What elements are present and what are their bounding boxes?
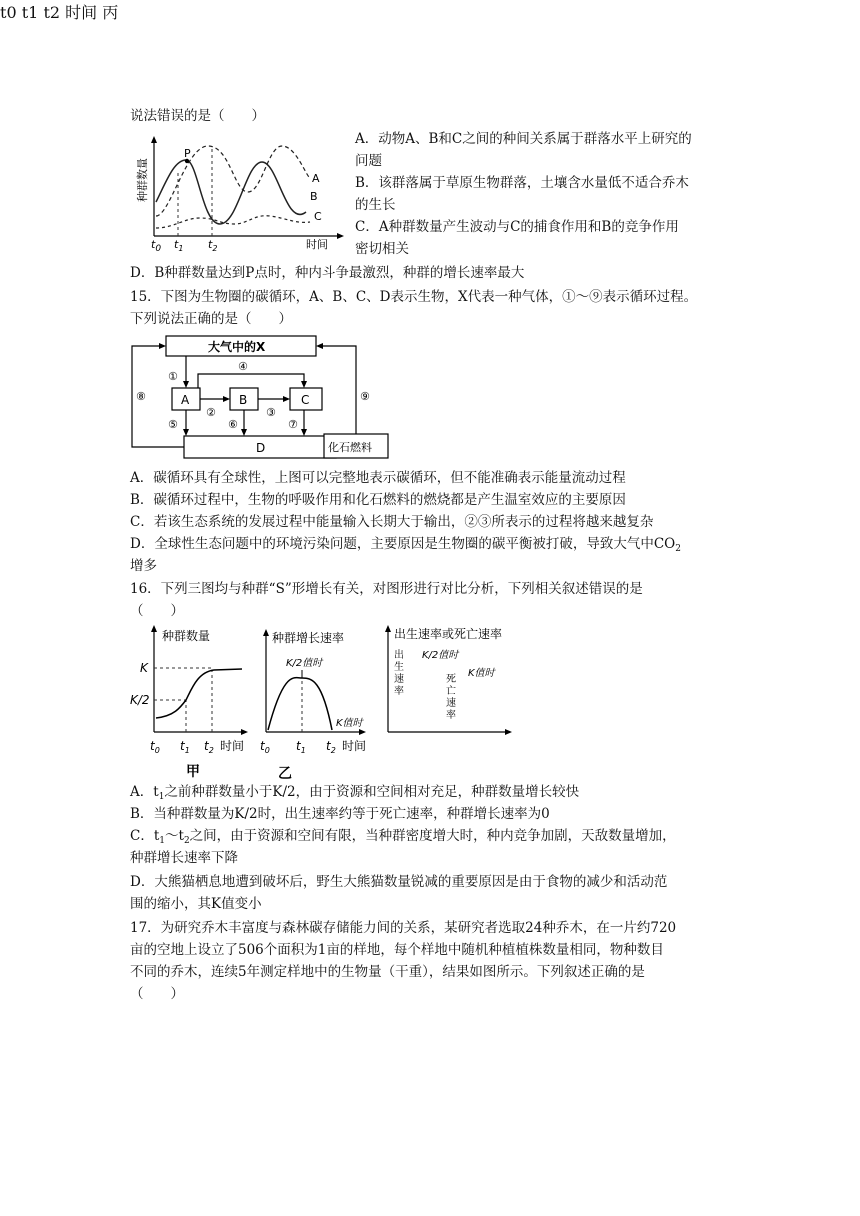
q16-jia-caption: 甲 <box>186 764 200 780</box>
q14-option-a-line2: 问题 <box>355 153 382 169</box>
q14-tick-t0: $t_0$ <box>151 238 162 252</box>
q16-bing-ylabel: 出生速率或死亡速率 <box>394 627 503 641</box>
q14-option-b-line1: B．该群落属于草原生物群落，土壤含水量低不适合乔木 <box>355 175 689 191</box>
q14-curve-a <box>156 146 310 216</box>
q15-option-d-line1: D．全球性生态问题中的环境污染问题，主要原因是生物圈的碳平衡被打破，导致大气中$CO_2$ <box>130 536 681 554</box>
q15-option-c: C．若该生态系统的发展过程中能量输入长期大于输出，②③所表示的过程将越来越复杂 <box>130 514 654 530</box>
q15-step-6: ⑥ <box>228 418 238 431</box>
q15-option-d-line2: 增多 <box>130 558 157 574</box>
q14-tick-t1: $t_1$ <box>174 238 184 252</box>
q14-option-c-line2: 密切相关 <box>355 241 409 257</box>
q15-step-2: ② <box>206 406 216 419</box>
q14-tick-t2: $t_2$ <box>208 238 218 252</box>
q15-carbon-cycle-diagram <box>128 330 398 460</box>
q15-node-d: D <box>256 441 266 455</box>
q16-three-graphs <box>126 620 536 780</box>
q15-step-3: ③ <box>266 406 276 419</box>
q16-bing-death-label: 死亡速率 <box>446 674 456 721</box>
q15-node-b: B <box>239 393 248 407</box>
q15-option-a: A．碳循环具有全球性，上图可以完整地表示碳循环，但不能准确表示能量流动过程 <box>130 470 626 486</box>
q14-label-b: B <box>310 190 318 203</box>
q16-yi-t2: $t_2$ <box>326 739 336 755</box>
q15-stem-line2: 下列说法正确的是（ ） <box>130 311 292 327</box>
q16-option-c-line1: C．$t_1\sim t_2$之间，由于资源和空间有限，当种群密度增大时，种内竞争加剧，天敌数量增加， <box>130 828 676 846</box>
q14-label-p: P <box>184 147 191 160</box>
q15-step-4: ④ <box>238 360 248 373</box>
q16-jia-xlabel: 时间 <box>220 739 245 753</box>
q16-yi-rate-curve <box>268 678 332 730</box>
q15-atmosphere-x: 大气中的X <box>208 340 266 354</box>
q14-label-a: A <box>312 172 320 185</box>
q16-yi-caption: 乙 <box>278 766 292 780</box>
q14-stem-tail: 说法错误的是（ ） <box>130 108 265 124</box>
q14-option-a-line1: A．动物A、B和C之间的种间关系属于群落水平上研究的 <box>355 131 692 147</box>
q15-step-8: ⑧ <box>136 390 146 403</box>
q16-jia-t1: $t_1$ <box>180 739 190 755</box>
q16-jia-k: K <box>140 661 148 675</box>
q16-bing-t0: t0 <box>0 3 17 22</box>
q15-node-a: A <box>181 393 190 407</box>
q14-population-graph <box>130 132 350 252</box>
q16-yi-xlabel: 时间 <box>342 739 367 753</box>
q14-option-d: D．B种群数量达到P点时，种内斗争最激烈，种群的增长速率最大 <box>130 265 525 281</box>
q14-option-c-line1: C．A种群数量产生波动与C的捕食作用和B的竞争作用 <box>355 219 679 235</box>
q15-node-c: C <box>301 393 310 407</box>
q16-jia-ylabel: 种群数量 <box>162 629 211 643</box>
q16-yi-ylabel: 种群增长速率 <box>272 631 345 645</box>
q14-ylabel: 种群数量 <box>136 158 149 202</box>
q16-bing-t1: t1 <box>21 3 39 22</box>
q16-bing-xlabel: 时间 <box>65 3 98 22</box>
q16-yi-t0: $t_0$ <box>260 739 270 755</box>
q16-option-d-line1: D．大熊猫栖息地遭到破坏后，野生大熊猫数量锐减的重要原因是由于食物的减少和活动范 <box>130 874 668 890</box>
q14-xlabel: 时间 <box>306 238 328 251</box>
q15-fossil-fuel: 化石燃料 <box>328 441 372 454</box>
q15-step-1: ① <box>168 370 178 383</box>
q15-step-7: ⑦ <box>288 418 298 431</box>
q16-option-d-line2: 围的缩小，其K值变小 <box>130 896 262 912</box>
q16-yi-peak: K/2值时 <box>286 658 323 669</box>
q15-stem-line1: 15．下图为生物圈的碳循环，A、B、C、D表示生物，X代表一种气体，①～⑨表示循环过程。 <box>130 289 698 305</box>
q16-option-b: B．当种群数量为K/2时，出生速率约等于死亡速率，种群增长速率为0 <box>130 806 550 822</box>
q17-line1: 17．为研究乔木丰富度与森林碳存储能力间的关系，某研究者选取24种乔木，在一片约720 <box>130 920 677 936</box>
q17-line4: （ ） <box>130 986 184 1002</box>
q16-stem-line2: （ ） <box>130 603 184 619</box>
q16-bing-t2: t2 <box>43 3 61 22</box>
q16-yi-end: K值时 <box>336 718 363 729</box>
q16-jia-s-curve <box>156 669 242 718</box>
q16-jia-k2: K/2 <box>130 693 150 707</box>
q16-option-a: A．$t_1$之前种群数量小于K/2，由于资源和空间相对充足，种群数量增长较快 <box>130 784 580 802</box>
q16-jia-t0: $t_0$ <box>150 739 160 755</box>
q17-line2: 亩的空地上设立了506个面积为1亩的样地，每个样地中随机种植植株数量相同，物种数目 <box>130 942 664 958</box>
q16-jia-t2: $t_2$ <box>204 739 214 755</box>
q16-bing-end: K值时 <box>468 668 495 679</box>
q16-yi-t1: $t_1$ <box>296 739 306 755</box>
q16-bing-birth-label: 出生速率 <box>394 650 404 697</box>
q15-option-b: B．碳循环过程中，生物的呼吸作用和化石燃料的燃烧都是产生温室效应的主要原因 <box>130 492 626 508</box>
q16-bing-caption: 丙 <box>102 3 119 22</box>
q14-curve-c <box>156 216 310 228</box>
q15-step-5: ⑤ <box>168 418 178 431</box>
q17-line3: 不同的乔木，连续5年测定样地中的生物量（干重），结果如图所示。下列叙述正确的是 <box>130 964 645 980</box>
q16-option-c-line2: 种群增长速率下降 <box>130 850 238 866</box>
q14-label-c: C <box>314 210 322 223</box>
q16-bing-peak: K/2值时 <box>422 650 459 661</box>
q15-step-9: ⑨ <box>360 390 370 403</box>
q14-option-b-line2: 的生长 <box>355 197 396 213</box>
q16-stem-line1: 16．下列三图均与种群“S”形增长有关，对图形进行对比分析，下列相关叙述错误的是 <box>130 581 643 597</box>
